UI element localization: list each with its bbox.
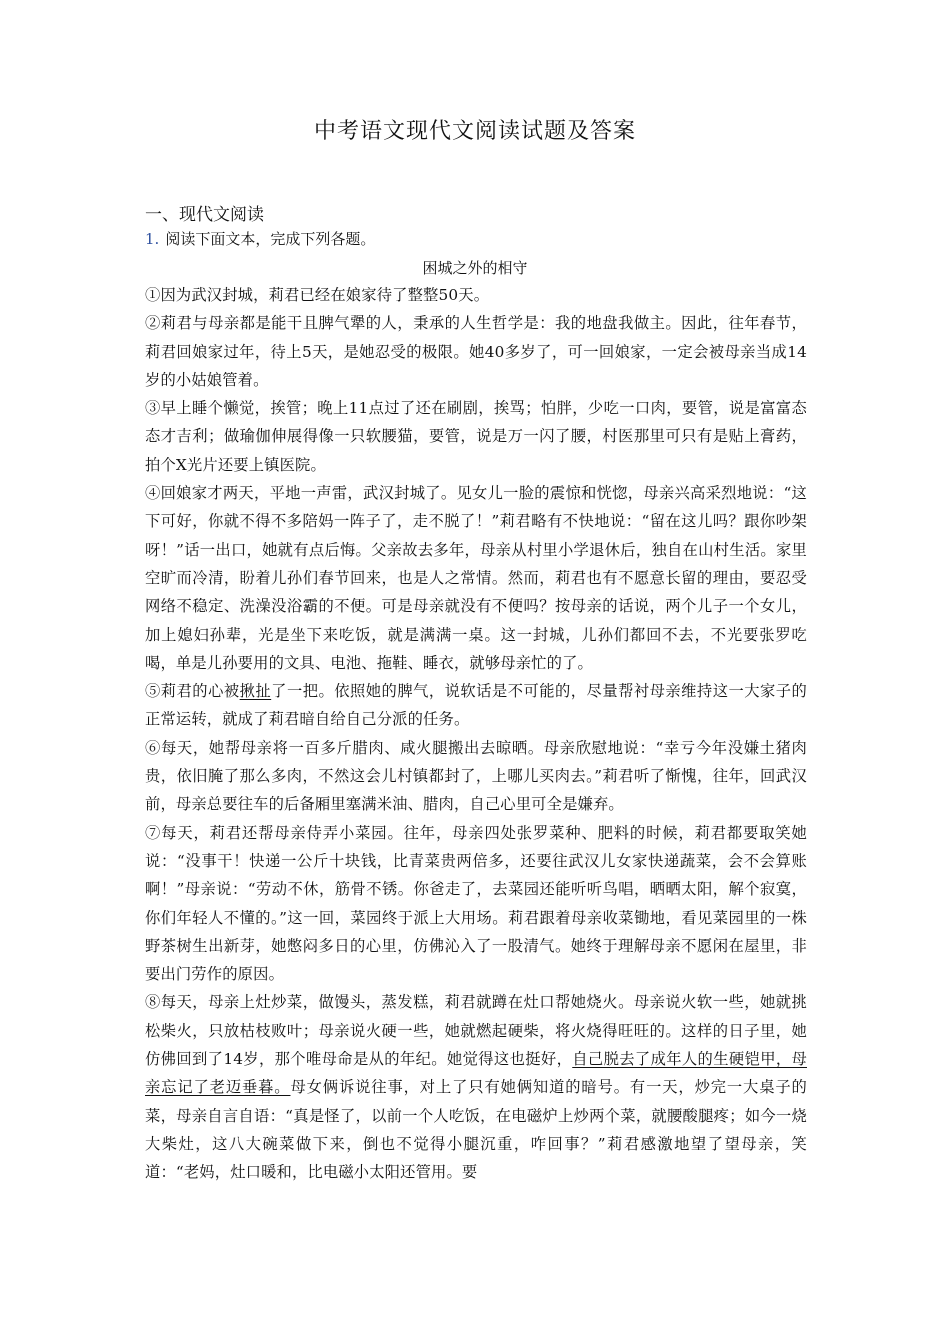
paragraph-6: ⑥每天，她帮母亲将一百多斤腊肉、咸火腿搬出去晾晒。母亲欣慰地说：“幸亏今年没嫌土猪肉贵，依旧腌了那么多肉，不然这会儿村镇都封了，上哪儿买肉去。”莉君听了惭愧，往年，回武汉前，母亲总要往车的后备厢里塞满米油、腊肉，自己心里可全是嫌弃。: [145, 738, 807, 814]
paragraph-3: ③早上睡个懒觉，挨管；晚上11点过了还在刷剧，挨骂；怕胖，少吃一口肉，要管，说是富富态态才吉利；做瑜伽伸展得像一只软腰猫，要管，说是万一闪了腰，村医那里可只有是贴上膏药，拍个X光片还要上镇医院。: [145, 399, 807, 474]
section-heading: 一、现代文阅读: [145, 205, 264, 225]
paragraph-4: ④回娘家才两天，平地一声雷，武汉封城了。见女儿一脸的震惊和恍惚，母亲兴高采烈地说：“这下可好，你就不得不多陪妈一阵子了，走不脱了！”莉君略有不快地说：“留在这儿吗？跟你吵架呀！”话一出口，她就有点后悔。父亲故去多年，母亲从村里小学退休后，独自在山村生活。家里空旷而冷清，盼着儿孙们春节回来，也是人之常情。然而，莉君也有不愿意长留的理由，要忍受网络不稳定、洗澡没浴霸的不便。可是母亲就没有不便吗？按母亲的话说，两个儿子一个女儿，加上媳妇孙辈，光是坐下来吃饭，就是满满一桌。这一封城，儿孙们都回不去，不光要张罗吃喝，单是儿孙要用的文具、电池、拖鞋、睡衣，就够母亲忙的了。: [145, 484, 807, 672]
question-text: 阅读下面文本，完成下列各题。: [165, 230, 376, 248]
paragraph-5-rest: 了一把。依照她的脾气，说软话是不可能的，尽量帮衬母亲维持这一大家子的正常运转，就成了莉君暗自给自己分派的任务。: [145, 682, 807, 729]
question-prompt: [145, 228, 375, 249]
paragraph-1: ①因为武汉封城，莉君已经在娘家待了整整50天。: [145, 286, 490, 304]
paragraph-5-start: ⑤莉君的心被: [145, 682, 240, 701]
article-body: [145, 281, 807, 1187]
document-title: 中考语文现代文阅读试题及答案: [313, 119, 636, 144]
paragraph-2: ②莉君与母亲都是能干且脾气犟的人，秉承的人生哲学是：我的地盘我做主。因此，往年春节，莉君回娘家过年，待上5天，是她忍受的极限。她40多岁了，可一回娘家，一定会被母亲当成14岁的小姑娘管着。: [145, 314, 807, 389]
paragraph-8-rest: 母女俩诉说往事，对上了只有她俩知道的暗号。有一天，炒完一大桌子的菜，母亲自言自语：“真是怪了，以前一个人吃饭，在电磁炉上炒两个菜，就腰酸腿疼；如今一烧大柴灶，这八大碗菜做下来，倒也不觉得小腿沉重，咋回事？”莉君感激地望了望母亲，笑道：“老妈，灶口暖和，比电磁小太阳还管用。要: [145, 1078, 807, 1182]
paragraph-8: [145, 988, 807, 1186]
paragraph-5: [145, 677, 807, 734]
paragraph-7: ⑦每天，莉君还帮母亲侍弄小菜园。往年，母亲四处张罗菜种、肥料的时候，莉君都要取笑她说：“没事干！快递一公斤十块钱，比青菜贵两倍多，还要往武汉儿女家快递蔬菜，会不会算账啊！”母亲说：“劳动不休，筋骨不锈。你爸走了，去菜园还能听听鸟唱，晒晒太阳，解个寂寞，你们年轻人不懂的。”这一回，菜园终于派上大用场。莉君跟着母亲收菜锄地，看见菜园里的一株野茶树生出新芽，她憋闷多日的心里，仿佛沁入了一股清气。她终于理解母亲不愿闲在屋里，非要出门劳作的原因。: [145, 823, 807, 984]
underlined-word: 揪扯: [239, 682, 272, 701]
question-number: 1.: [145, 230, 160, 248]
underlined-sentence: 自己脱去了成年人的生硬铠甲，母亲忘记了老迈垂暮。: [145, 1050, 807, 1097]
article-title: 困城之外的相守: [422, 259, 528, 277]
paragraph-8-start: ⑧每天，母亲上灶炒菜，做馒头，蒸发糕，莉君就蹲在灶口帮她烧火。母亲说火软一些，她就挑松柴火，只放枯枝败叶；母亲说火硬一些，她就燃起硬柴，将火烧得旺旺的。这样的日子里，她仿佛回到了14岁，那个唯母命是从的年纪。她觉得这也挺好，: [145, 993, 807, 1069]
